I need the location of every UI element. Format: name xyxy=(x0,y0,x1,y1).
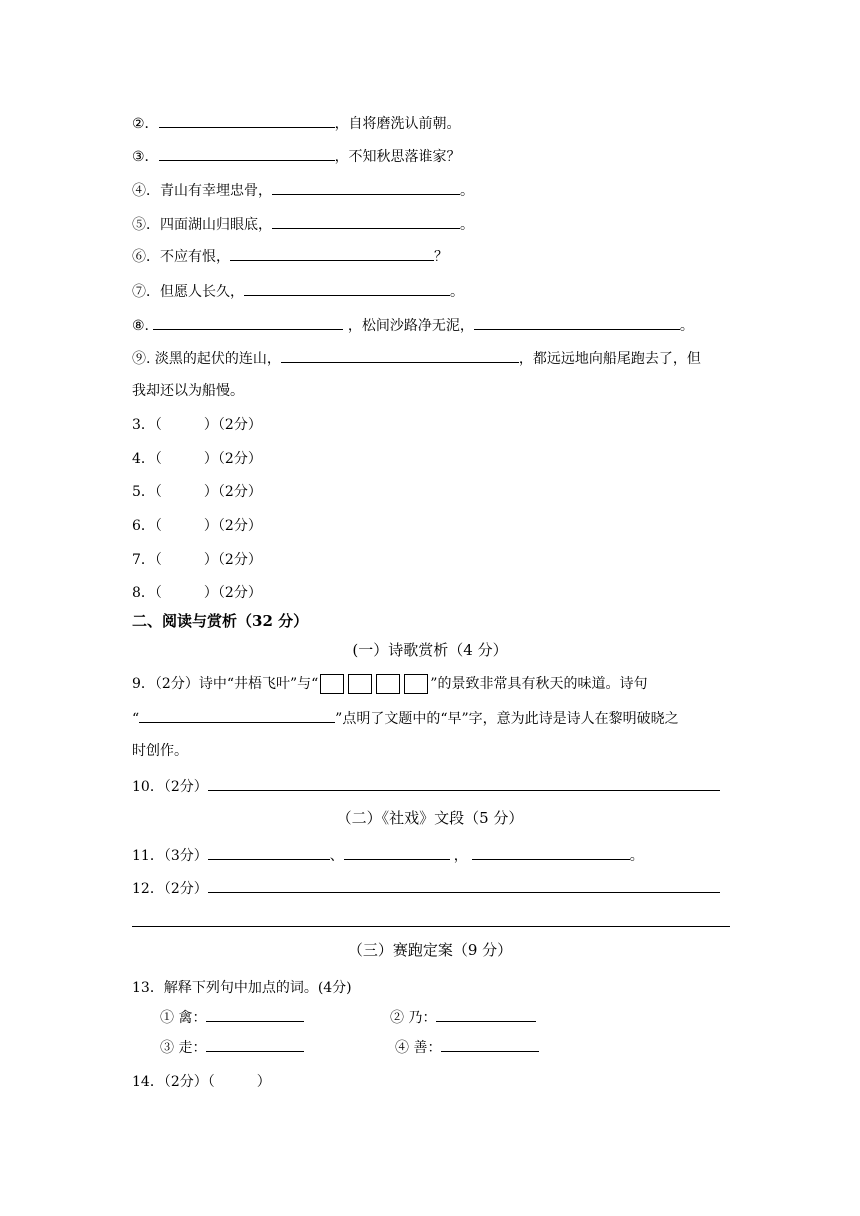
answer-blank[interactable] xyxy=(472,845,630,860)
answer-line[interactable] xyxy=(132,926,730,927)
item-number: 8． xyxy=(132,585,155,601)
prose-text: 我却还以为船慢。 xyxy=(132,383,244,399)
score-label: （2分） xyxy=(217,451,262,467)
q9-line-1 xyxy=(132,674,647,694)
answer-paren[interactable]: （ ） xyxy=(154,417,218,433)
item-number: 4． xyxy=(132,451,155,467)
punctuation: 、 xyxy=(329,848,344,864)
answer-line[interactable] xyxy=(208,878,720,893)
answer-line[interactable] xyxy=(208,776,720,791)
question-label: 10．（2分） xyxy=(132,779,208,795)
answer-box[interactable] xyxy=(376,674,400,694)
score-label: （2分） xyxy=(217,552,262,568)
score-label: （2分） xyxy=(217,417,262,433)
word-label: ① 禽： xyxy=(160,1010,207,1026)
answer-blank[interactable] xyxy=(474,315,680,330)
q10 xyxy=(132,776,720,797)
q2-item-9 xyxy=(132,348,701,369)
q13-item-1 xyxy=(160,1007,304,1028)
answer-blank[interactable] xyxy=(441,1037,539,1052)
prose-text: ⑨. 淡黑的起伏的连山， xyxy=(132,351,281,367)
score-label: （2分） xyxy=(217,484,262,500)
question-label: 11．（3分） xyxy=(132,848,208,864)
poem-text: ④．青山有幸埋忠骨， xyxy=(132,183,272,199)
q14: 14．（2分）（ ） xyxy=(132,1074,271,1090)
answer-box[interactable] xyxy=(348,674,372,694)
prose-text: ，都远远地向船尾跑去了，但 xyxy=(518,351,701,367)
question-label: 12．（2分） xyxy=(132,881,208,897)
answer-paren[interactable]: （ ） xyxy=(154,484,218,500)
q13-item-3 xyxy=(160,1037,304,1058)
answer-box[interactable] xyxy=(320,674,344,694)
word-label: ④ 善： xyxy=(395,1040,442,1056)
poem-text: ，不知秋思落谁家？ xyxy=(334,149,461,165)
question-text: “ xyxy=(132,711,140,727)
item-number: ③． xyxy=(132,149,159,165)
answer-blank[interactable] xyxy=(208,845,330,860)
answer-blank[interactable] xyxy=(281,348,519,363)
answer-blank[interactable] xyxy=(436,1007,536,1022)
choice-item xyxy=(132,482,262,502)
q2-item-2 xyxy=(132,113,461,134)
q2-item-9-cont xyxy=(132,381,244,401)
item-number: 6． xyxy=(132,518,155,534)
punctuation: ， xyxy=(453,848,468,864)
item-number: ②． xyxy=(132,116,159,132)
answer-blank[interactable] xyxy=(159,113,335,128)
answer-blank[interactable] xyxy=(153,315,343,330)
subsection-heading: （二）《社戏》文段（5 分） xyxy=(336,809,524,827)
q2-item-6 xyxy=(132,246,448,267)
answer-blank[interactable] xyxy=(344,845,450,860)
q2-item-5 xyxy=(132,214,474,235)
item-number: ⑧. xyxy=(132,318,150,334)
poem-text: ，自将磨洗认前朝。 xyxy=(334,116,461,132)
answer-blank[interactable] xyxy=(244,281,450,296)
word-label: ③ 走： xyxy=(160,1040,207,1056)
punctuation: 。 xyxy=(450,284,464,300)
punctuation: ？ xyxy=(434,249,448,265)
answer-paren[interactable]: （ ） xyxy=(154,585,218,601)
answer-blank[interactable] xyxy=(206,1037,304,1052)
subsection-heading: （三）赛跑定案（9 分） xyxy=(347,941,513,959)
answer-blank[interactable] xyxy=(272,214,460,229)
poem-text: ⑥．不应有恨， xyxy=(132,249,230,265)
item-number: 7． xyxy=(132,552,155,568)
q9-line-2 xyxy=(132,708,679,729)
choice-item xyxy=(132,516,262,536)
question-text: 9．（2分）诗中“井梧飞叶”与“ xyxy=(132,676,319,692)
item-number: 5． xyxy=(132,484,155,500)
poem-text: ，松间沙路净无泥， xyxy=(347,318,474,334)
question-text: ”点明了文题中的“早”字，意为此诗是诗人在黎明破晓之 xyxy=(335,711,679,727)
punctuation: 。 xyxy=(460,183,474,199)
choice-item xyxy=(132,449,262,469)
section-heading: 二、阅读与赏析（32 分） xyxy=(132,612,309,630)
punctuation: 。 xyxy=(679,318,694,334)
punctuation: 。 xyxy=(629,848,644,864)
q13-item-4 xyxy=(395,1037,539,1058)
answer-paren[interactable]: （ ） xyxy=(154,518,218,534)
choice-item xyxy=(132,415,262,435)
q11 xyxy=(132,845,644,866)
word-label: ② 乃： xyxy=(390,1010,437,1026)
answer-blank[interactable] xyxy=(230,246,434,261)
answer-blank[interactable] xyxy=(139,708,335,723)
choice-item xyxy=(132,550,262,570)
q13-item-2 xyxy=(390,1007,536,1028)
subsection-heading: (一）诗歌赏析（4 分） xyxy=(352,641,508,659)
q2-item-8 xyxy=(132,315,694,336)
answer-blank[interactable] xyxy=(272,180,460,195)
item-number: 3． xyxy=(132,417,155,433)
score-label: （2分） xyxy=(217,585,262,601)
answer-paren[interactable]: （ ） xyxy=(154,552,218,568)
choice-item xyxy=(132,583,262,603)
answer-blank[interactable] xyxy=(206,1007,304,1022)
q2-item-4 xyxy=(132,180,474,201)
q2-item-3 xyxy=(132,146,461,167)
q2-item-7 xyxy=(132,281,464,302)
poem-text: ⑤．四面湖山归眼底， xyxy=(132,217,272,233)
answer-blank[interactable] xyxy=(159,146,335,161)
score-label: （2分） xyxy=(217,518,262,534)
q13-label: 13．解释下列句中加点的词。(4分) xyxy=(132,980,352,996)
answer-box[interactable] xyxy=(404,674,428,694)
q12 xyxy=(132,878,720,899)
poem-text: ⑦．但愿人长久， xyxy=(132,284,244,300)
question-text: ”的景致非常具有秋天的味道。诗句 xyxy=(430,676,648,692)
punctuation: 。 xyxy=(460,217,474,233)
answer-paren[interactable]: （ ） xyxy=(154,451,218,467)
q9-line-3: 时创作。 xyxy=(132,743,188,759)
